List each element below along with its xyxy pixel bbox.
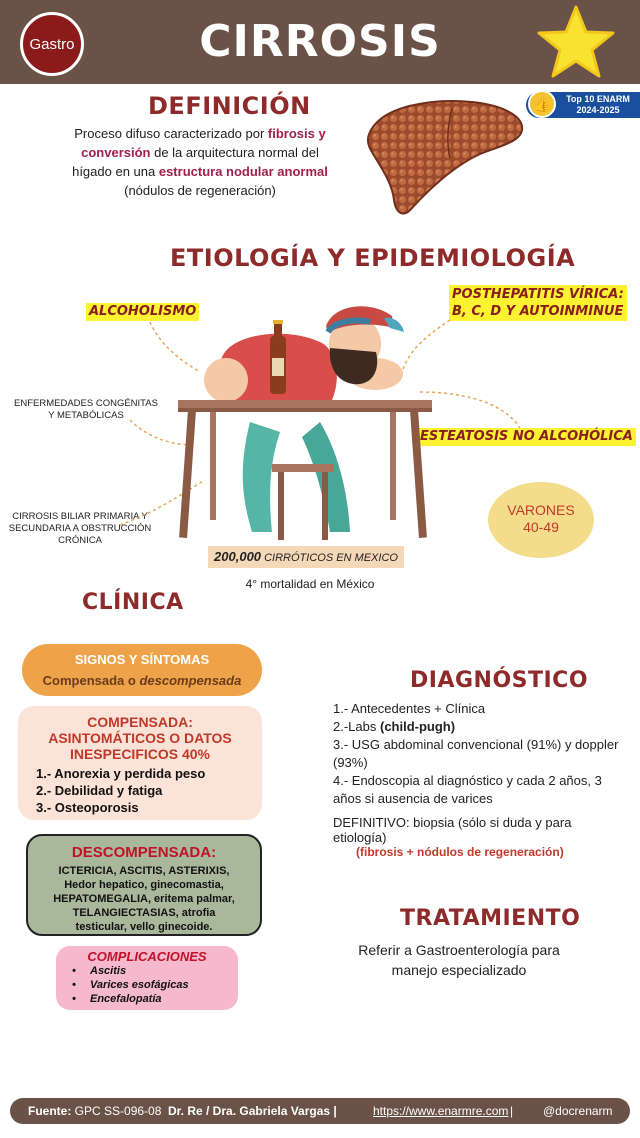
- footer-bar: [10, 1098, 630, 1124]
- label-posthepatitis: POSTHEPATITIS VÍRICA: B, C, D Y AUTOINMINUE: [449, 285, 627, 321]
- list-item: • Encefalopatía: [72, 992, 238, 1006]
- tratamiento-title: TRATAMIENTO: [400, 906, 581, 931]
- descompensada-title: DESCOMPENSADA:: [71, 844, 217, 861]
- varones-badge: VARONES 40-49: [488, 482, 594, 558]
- page-title: CIRROSIS: [199, 16, 441, 67]
- mortalidad-text: 4° mortalidad en México: [245, 577, 375, 591]
- tratamiento-text: Referir a Gastroenterología para manejo especializado: [358, 942, 560, 978]
- diagnostico-title: DIAGNÓSTICO: [410, 668, 589, 693]
- footer-separator: |: [510, 1104, 514, 1118]
- complicaciones-list: [72, 964, 238, 1006]
- etiologia-title: ETIOLOGÍA Y EPIDEMIOLOGÍA: [170, 244, 576, 272]
- list-item: 2.- Debilidad y fatiga: [36, 783, 163, 798]
- thumbs-up-icon: 👍: [528, 90, 556, 118]
- complicaciones-box: [56, 946, 238, 1010]
- list-item: • Ascitis: [72, 964, 238, 978]
- diagnostico-list: [333, 700, 623, 808]
- list-item: 3.- USG abdominal convencional (91%) y doppler (93%): [333, 737, 619, 770]
- list-item: 3.- Osteoporosis: [36, 800, 139, 815]
- footer-handle: @docrenarm: [543, 1104, 613, 1118]
- badge-text: Top 10 ENARM 2024-2025: [566, 94, 630, 115]
- definicion-text: Proceso difuso caracterizado por fibrosis y conversión de la arquitectura normal del hígado en una estructura nodular anormal (nódulos de regeneración): [72, 126, 328, 198]
- compensada-title: COMPENSADA: ASINTOMÁTICOS O DATOS INESPECIFICOS 40%: [48, 714, 232, 762]
- label-esteatosis: ESTEATOSIS NO ALCOHÓLICA: [417, 428, 636, 446]
- clinica-title: CLÍNICA: [82, 590, 184, 615]
- cirroticos-count: 200,000 CIRRÓTICOS EN MEXICO: [208, 546, 404, 568]
- list-item: 2.-Labs (child-pugh): [333, 719, 456, 734]
- list-item: 4.- Endoscopia al diagnóstico y cada 2 años, 3 años si ausencia de varices: [333, 773, 602, 806]
- signos-title: SIGNOS Y SÍNTOMAS: [74, 652, 210, 667]
- label-alcoholismo: ALCOHOLISMO: [86, 303, 199, 321]
- compensada-box: [18, 706, 262, 820]
- label-congenitas: ENFERMEDADES CONGÉNITAS Y METABÓLICAS: [14, 398, 158, 421]
- footer-autores: Dr. Re / Dra. Gabriela Vargas |: [168, 1104, 337, 1118]
- descompensada-body: ICTERICIA, ASCITIS, ASTERIXIS, Hedor hepatico, ginecomastia, HEPATOMEGALIA, eritema palmar, TELANGIECTASIAS, atrofia testicular, vello ginecoide.: [53, 865, 235, 933]
- footer-url-link[interactable]: https://www.enarmre.com: [373, 1104, 509, 1118]
- list-item: 1.- Antecedentes + Clínica: [333, 701, 486, 716]
- label-cirrosis-biliar: CIRROSIS BILIAR PRIMARIA Y SECUNDARIA A OBSTRUCCIÓN CRÓNICA: [8, 511, 152, 546]
- complicaciones-title: COMPLICACIONES: [87, 949, 207, 964]
- definicion-title: DEFINICIÓN: [148, 92, 311, 120]
- footer-fuente: Fuente: GPC SS-096-08: [28, 1104, 162, 1118]
- compensada-list: [36, 765, 262, 816]
- list-item: 1.- Anorexia y perdida peso: [36, 766, 206, 781]
- signos-subtitle: Compensada o descompensada: [42, 673, 242, 688]
- drunk-man-illustration: [170, 292, 440, 542]
- diagnostico-definitivo: DEFINITIVO: biopsia (sólo si duda y para etiología): [333, 815, 572, 845]
- diagnostico-definitivo-detalle: (fibrosis + nódulos de regeneración): [356, 845, 564, 859]
- signos-sintomas-box: [22, 644, 262, 696]
- descompensada-box: [26, 834, 262, 936]
- list-item: • Varices esofágicas: [72, 978, 238, 992]
- logo-text: Gastro: [29, 35, 75, 53]
